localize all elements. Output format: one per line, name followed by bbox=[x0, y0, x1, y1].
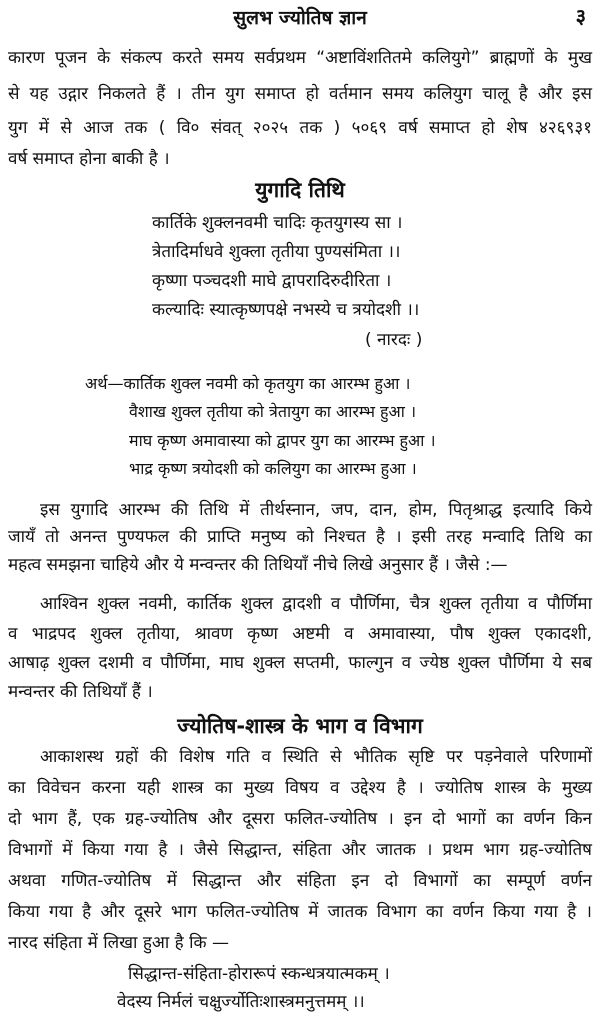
section-heading: युगादि तिथि bbox=[255, 178, 345, 202]
running-header bbox=[0, 0, 600, 40]
paragraph-line: महत्व समझना चाहिये और ये मन्वन्तर की तिथियाँ नीचे लिखे अनुसार हैं । जैसे :— bbox=[8, 555, 508, 575]
paragraph-line: आषाढ़ शुक्ल दशमी व पौर्णिमा, माघ शुक्ल सप्तमी, फाल्गुन व ज्येष्ठ शुक्ल पौर्णिमा ये सब bbox=[8, 653, 592, 673]
section-heading: ज्योतिष-शास्त्र के भाग व विभाग bbox=[177, 714, 423, 738]
shloka-line: कार्तिके शुक्लनवमी चादिः कृतयुगस्य सा । bbox=[152, 213, 403, 233]
paragraph-line: किया गया है और दूसरे भाग फलित-ज्योतिष में जातक विभाग का वर्णन किया गया है । bbox=[8, 902, 592, 922]
paragraph-line: आश्विन शुक्ल नवमी, कार्तिक शुक्ल द्वादशी व पौर्णिमा, चैत्र शुक्ल तृतीया व पौर्णिमा bbox=[40, 594, 592, 614]
meaning-line: भाद्र कृष्ण त्रयोदशी को कलियुग का आरम्भ हुआ । bbox=[129, 459, 417, 478]
paragraph-line: जायँ तो अनन्त पुण्यफल की प्राप्ति मनुष्य को निश्चत है । इसी तरह मन्वादि तिथि का bbox=[8, 527, 592, 547]
meaning-line: माघ कृष्ण अमावास्या को द्वापर युग का आरम्भ हुआ । bbox=[129, 431, 436, 450]
paragraph-line: मन्वन्तर की तिथियाँ हैं । bbox=[8, 682, 153, 702]
shloka-line: त्रेतादिर्माधवे शुक्ला तृतीया पुण्यसंमिता ।। bbox=[152, 242, 401, 262]
paragraph-line: अथवा गणित-ज्योतिष में सिद्धान्त और संहिता इन दो विभागों का सम्पूर्ण वर्णन bbox=[8, 871, 592, 891]
paragraph-line: से यह उद्गार निकलते हैं । तीन युग समाप्त हो वर्तमान समय कलियुग चालू है और इस bbox=[8, 84, 592, 104]
shloka-line: कृष्णा पञ्चदशी माघे द्वापरादिरुदीरिता । bbox=[152, 271, 392, 291]
meaning-line: अर्थ—कार्तिक शुक्ल नवमी को कृतयुग का आरम्भ हुआ । bbox=[85, 374, 411, 393]
book-title: सुलभ ज्योतिष ज्ञान bbox=[233, 7, 367, 29]
paragraph-line: वर्ष समाप्त होना बाकी है । bbox=[8, 149, 170, 169]
paragraph-line: व भाद्रपद शुक्ल तृतीया, श्रावण कृष्ण अष्टमी व अमावास्या, पौष शुक्ल एकादशी, bbox=[8, 624, 592, 644]
paragraph-line: आकाशस्थ ग्रहों की विशेष गति व स्थिति से भौतिक सृष्टि पर पड़नेवाले परिणामों bbox=[40, 747, 592, 767]
paragraph-line: युग में से आज तक ( वि० संवत् २०२५ तक ) ५०६९ वर्ष समाप्त हो शेष ४२६९३१ bbox=[8, 118, 592, 138]
shloka-line: वेदस्य निर्मलं चक्षुर्ज्योतिःशास्त्रमनुत्तमम् ।। bbox=[117, 992, 365, 1012]
paragraph-line: नारद संहिता में लिखा हुआ है कि — bbox=[8, 933, 229, 953]
paragraph-line: कारण पूजन के संकल्प करते समय सर्वप्रथम “अष्टाविंशतितमे कलियुगे” ब्राह्मणों के मुख bbox=[8, 48, 592, 68]
shloka-line: सिद्धान्त-संहिता-होरारूपं स्कन्धत्रयात्मकम् । bbox=[128, 964, 390, 984]
meaning-line: वैशाख शुक्ल तृतीया को त्रेतायुग का आरम्भ हुआ । bbox=[129, 402, 417, 421]
paragraph-line: का विवेचन करना यही शास्त्र का मुख्य विषय व उद्देश्य है । ज्योतिष शास्त्र के मुख्य bbox=[8, 778, 592, 798]
paragraph-line: विभागों में किया गया है । जैसे सिद्धान्त, संहिता और जातक । प्रथम भाग ग्रह-ज्योतिष bbox=[8, 840, 592, 860]
shloka-line: कल्यादिः स्यात्कृष्णपक्षे नभस्ये च त्रयोदशी ।। bbox=[152, 300, 420, 320]
paragraph-line: इस युगादि आरम्भ की तिथि में तीर्थस्नान, जप, दान, होम, पितृश्राद्ध इत्यादि किये bbox=[40, 500, 592, 520]
page-number: ३ bbox=[575, 4, 586, 28]
paragraph-line: दो भाग हैं, एक ग्रह-ज्योतिष और दूसरा फलित-ज्योतिष । इन दो भागों का वर्णन किन bbox=[8, 809, 592, 829]
shloka-source: ( नारदः ) bbox=[365, 330, 423, 350]
